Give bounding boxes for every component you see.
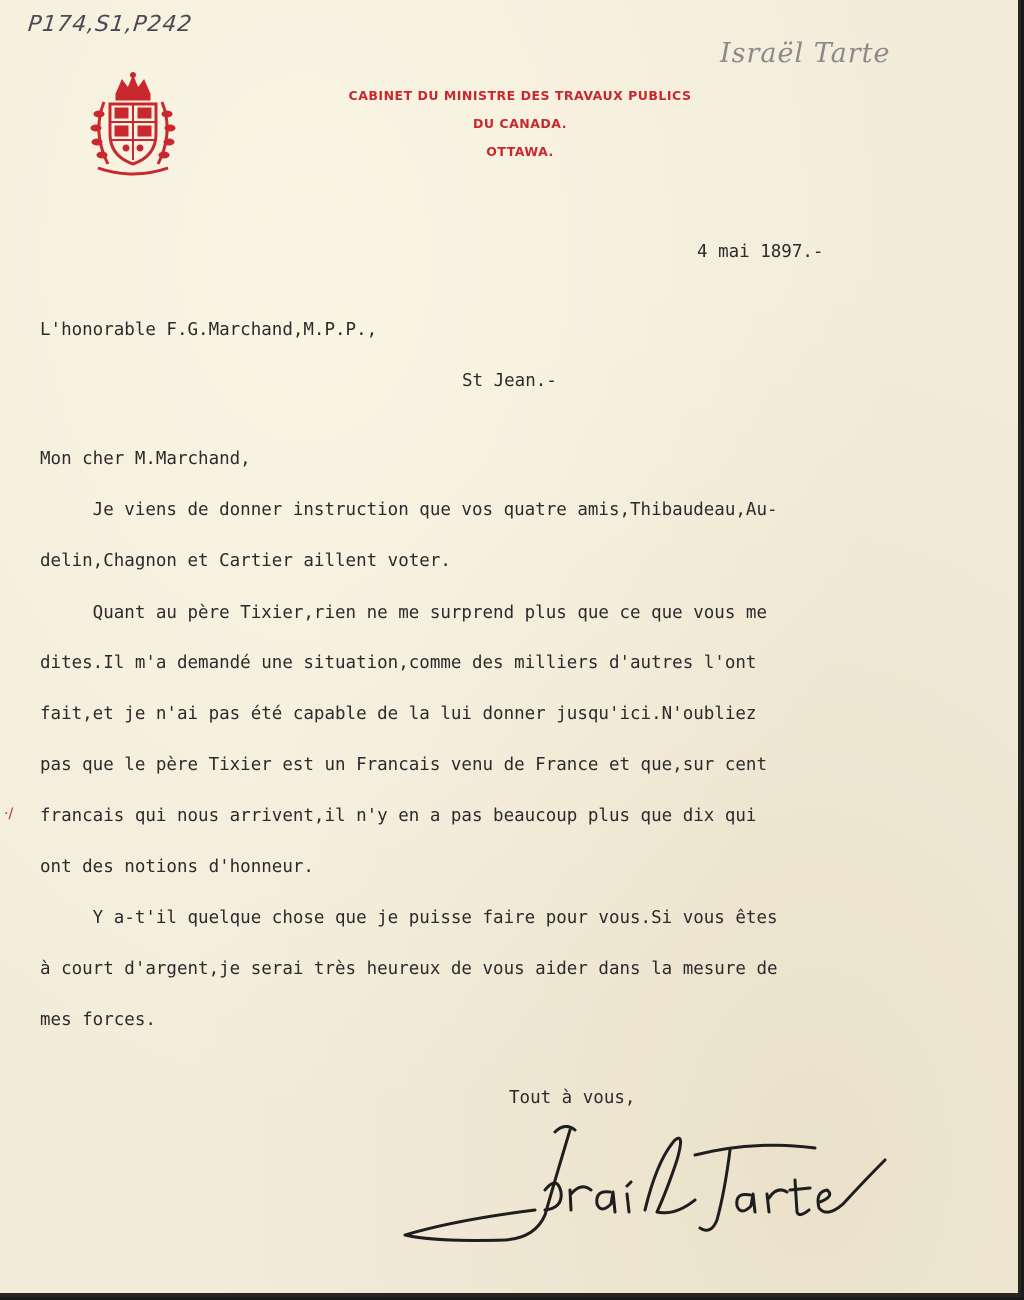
body-line: Y a-t'il quelque chose que je puisse faire pour vous.Si vous êtes	[40, 908, 778, 928]
letterhead-line-2: DU CANADA.	[473, 116, 567, 131]
letterhead	[340, 86, 700, 170]
letterhead-line-1: CABINET DU MINISTRE DES TRAVAUX PUBLICS	[348, 88, 692, 103]
body-line: Je viens de donner instruction que vos quatre amis,Thibaudeau,Au-	[40, 500, 778, 520]
body-line: fait,et je n'ai pas été capable de la lui donner jusqu'ici.N'oubliez	[40, 704, 757, 724]
recipient-name: L'honorable F.G.Marchand,M.P.P.,	[40, 320, 378, 340]
body-line: ont des notions d'honneur.	[40, 857, 314, 877]
pencil-annotation: Israël Tarte	[720, 38, 891, 69]
body-line: pas que le père Tixier est un Francais venu de France et que,sur cent	[40, 755, 767, 775]
body-line: mes forces.	[40, 1010, 156, 1030]
body-line: dites.Il m'a demandé une situation,comme des milliers d'autres l'ont	[40, 653, 757, 673]
archive-reference: P174,S1,P242	[26, 12, 194, 37]
body-line: Quant au père Tixier,rien ne me surprend plus que ce que vous me	[40, 603, 767, 623]
body-line: à court d'argent,je serai très heureux de vous aider dans la mesure de	[40, 959, 778, 979]
signature-icon	[395, 1120, 895, 1250]
closing: Tout à vous,	[509, 1088, 636, 1108]
recipient-place: St Jean.-	[462, 371, 557, 391]
letter-date: 4 mai 1897.-	[697, 242, 824, 262]
margin-mark: ·/	[4, 806, 14, 822]
crest-icon	[88, 72, 178, 178]
letterhead-line-3: OTTAWA.	[486, 144, 554, 159]
salutation: Mon cher M.Marchand,	[40, 449, 251, 469]
body-line: delin,Chagnon et Cartier aillent voter.	[40, 551, 451, 571]
body-line: francais qui nous arrivent,il n'y en a pas beaucoup plus que dix qui	[40, 806, 757, 826]
